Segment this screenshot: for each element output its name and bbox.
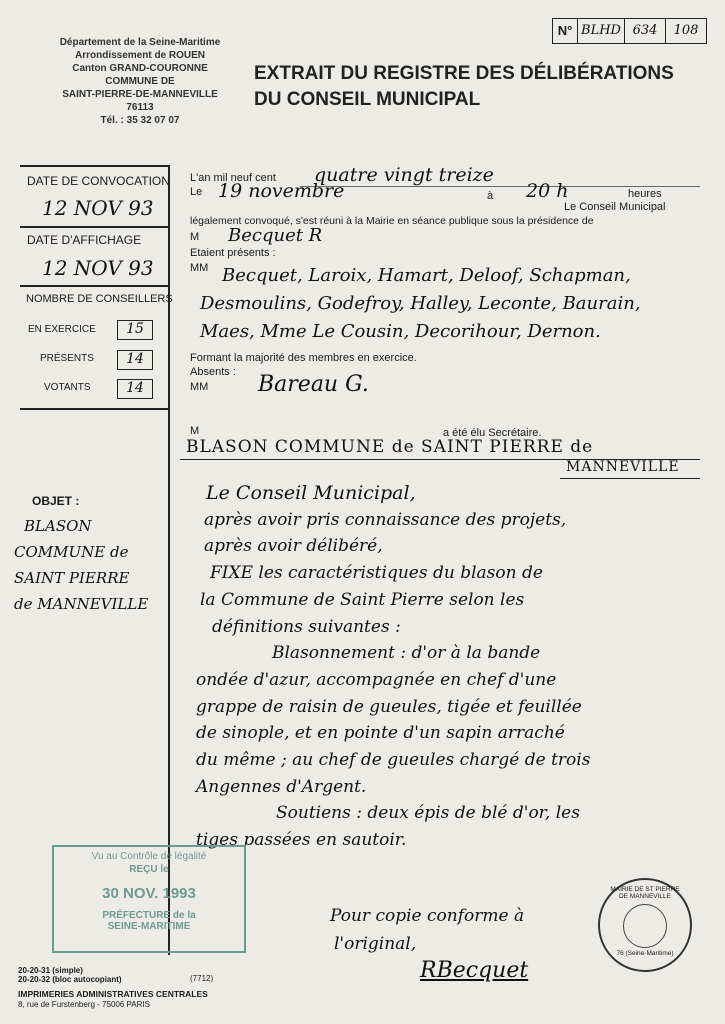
number-box: [552, 18, 707, 44]
stamp-recu: REÇU le: [129, 864, 169, 875]
stamp-date: 30 NOV. 1993: [102, 885, 196, 902]
year-label: L'an mil neuf cent: [190, 172, 276, 184]
m2-label: M: [190, 425, 200, 437]
footer-address: 8, rue de Furstenberg - 75006 PARIS: [18, 1000, 150, 1009]
header-commune-label: COMMUNE DE: [105, 76, 175, 87]
conseil-label: Le Conseil Municipal: [564, 201, 666, 213]
subject-line2: MANNEVILLE: [566, 459, 680, 475]
members-line: Maes, Mme Le Cousin, Decorihour, Dernon.: [200, 321, 601, 342]
left-rule-top: [20, 165, 170, 167]
objet-line: de MANNEVILLE: [14, 595, 149, 613]
title-line2: DU CONSEIL MUNICIPAL: [254, 89, 481, 110]
body-line: Soutiens : deux épis de blé d'or, les: [276, 803, 580, 824]
header-canton: Canton GRAND-COURONNE: [72, 63, 208, 74]
mayor-signature: RBecquet: [420, 958, 529, 983]
objet-text: [14, 513, 164, 617]
number-prefix: N°: [553, 19, 578, 43]
seal-emblem: [623, 904, 667, 948]
footer-printer: IMPRIMERIES ADMINISTRATIVES CENTRALES: [18, 989, 208, 999]
header-block: [40, 36, 240, 127]
year-underline: [300, 186, 700, 187]
seal-department: 76 (Seine-Maritime): [616, 950, 674, 957]
prefecture-stamp: [52, 845, 246, 953]
body-line: Angennes d'Argent.: [196, 776, 367, 797]
body-line: la Commune de Saint Pierre selon les: [200, 589, 525, 610]
stamp-prefecture: PRÉFECTURE de la: [102, 910, 196, 921]
header-arrondissement: Arrondissement de ROUEN: [74, 50, 206, 61]
affichage-label: DATE D'AFFICHAGE: [27, 233, 142, 247]
body-line: définitions suivantes :: [212, 616, 401, 637]
footer-ref: (7712): [190, 974, 214, 983]
heures-label: heures: [628, 188, 662, 200]
objet-line: BLASON: [24, 517, 92, 535]
header-department: Département de la Seine-Maritime: [59, 37, 221, 48]
stamp-department: SEINE-MARITIME: [107, 921, 191, 932]
members-list: [200, 262, 702, 346]
body-line: Le Conseil Municipal,: [206, 482, 416, 504]
certification: [330, 902, 524, 958]
year-value: quatre vingt treize: [314, 164, 494, 186]
footer-code1: 20-20-31 (simple): [18, 966, 83, 975]
seal-text: MAIRIE DE ST PIERRE DE MANNEVILLE: [610, 886, 680, 900]
left-column-divider: [168, 165, 170, 955]
a-label: à: [487, 190, 494, 202]
mairie-seal: [598, 878, 692, 972]
objet-line: SAINT PIERRE: [14, 569, 130, 587]
number-2: 108: [673, 23, 699, 38]
body-line: après avoir pris connaissance des projets,: [204, 509, 567, 530]
subject-underline2: [560, 478, 700, 479]
affichage-date: 12 NOV 93: [42, 256, 154, 280]
footer-code2: 20-20-32 (bloc autocopiant): [18, 975, 122, 984]
le-label: Le: [190, 186, 203, 198]
left-rule-2: [20, 226, 170, 228]
left-rule-4: [20, 408, 170, 410]
presents-value: 14: [117, 350, 153, 370]
secretaire-label: a été élu Secrétaire.: [443, 427, 542, 439]
mm-label: MM: [190, 262, 209, 274]
members-line: Becquet, Laroix, Hamart, Deloof, Schapman,: [222, 265, 631, 286]
body-line: ondée d'azur, accompagnée en chef d'une: [196, 669, 557, 690]
body-line: tiges passées en sautoir.: [196, 830, 407, 851]
subject-line1: BLASON COMMUNE de SAINT PIERRE de: [186, 437, 594, 457]
mm2-label: MM: [190, 381, 209, 393]
votants-value: 14: [117, 379, 153, 399]
absents-label: Absents :: [190, 366, 236, 378]
m-label: M: [190, 231, 200, 243]
presents-list-label: Etaient présents :: [190, 247, 276, 259]
number-series: BLHD: [578, 19, 625, 43]
header-phone: Tél. : 35 32 07 07: [100, 115, 180, 126]
exercice-value: 15: [117, 320, 153, 340]
footer-codes: [18, 966, 122, 984]
conseillers-label: NOMBRE DE CONSEILLERS: [26, 293, 173, 305]
session-date: 19 novembre: [218, 180, 345, 202]
header-postal: 76113: [126, 102, 154, 113]
presents-label: PRÉSENTS: [40, 353, 94, 364]
header-commune: SAINT-PIERRE-DE-MANNEVILLE: [62, 89, 218, 100]
body-line: après avoir délibéré,: [204, 536, 383, 557]
deliberation-body: [196, 480, 706, 854]
exercice-label: EN EXERCICE: [28, 324, 96, 335]
convocation-label: DATE DE CONVOCATION: [27, 174, 170, 188]
certification-line: Pour copie conforme à: [330, 906, 525, 926]
document-title: [254, 61, 674, 113]
body-line: Blasonnement : d'or à la bande: [272, 643, 541, 664]
body-line: du même ; au chef de gueules chargé de trois: [196, 750, 591, 771]
president-name: Becquet R: [228, 225, 323, 246]
body-line: de sinople, et en pointe d'un sapin arraché: [196, 723, 565, 744]
members-line: Desmoulins, Godefroy, Halley, Leconte, Baurain,: [200, 293, 641, 314]
votants-label: VOTANTS: [44, 382, 91, 393]
title-line1: EXTRAIT DU REGISTRE DES DÉLIBÉRATIONS: [254, 63, 674, 84]
session-hour: 20 h: [526, 180, 569, 202]
legal-text: légalement convoqué, s'est réuni à la Mairie en séance publique sous la présidence de: [190, 215, 594, 227]
stamp-top: Vu au Contrôle de légalité: [91, 851, 207, 862]
objet-label: OBJET :: [32, 494, 80, 508]
left-rule-3: [20, 285, 170, 287]
absent-name: Bareau G.: [258, 372, 369, 397]
majorite-text: Formant la majorité des membres en exercice.: [190, 352, 417, 364]
convocation-date: 12 NOV 93: [42, 196, 154, 220]
body-line: FIXE les caractéristiques du blason de: [210, 563, 543, 584]
objet-line: COMMUNE de: [14, 543, 129, 561]
number-1: 634: [625, 19, 666, 43]
body-line: grappe de raisin de gueules, tigée et feuillée: [196, 696, 582, 717]
certification-line: l'original,: [334, 934, 417, 954]
